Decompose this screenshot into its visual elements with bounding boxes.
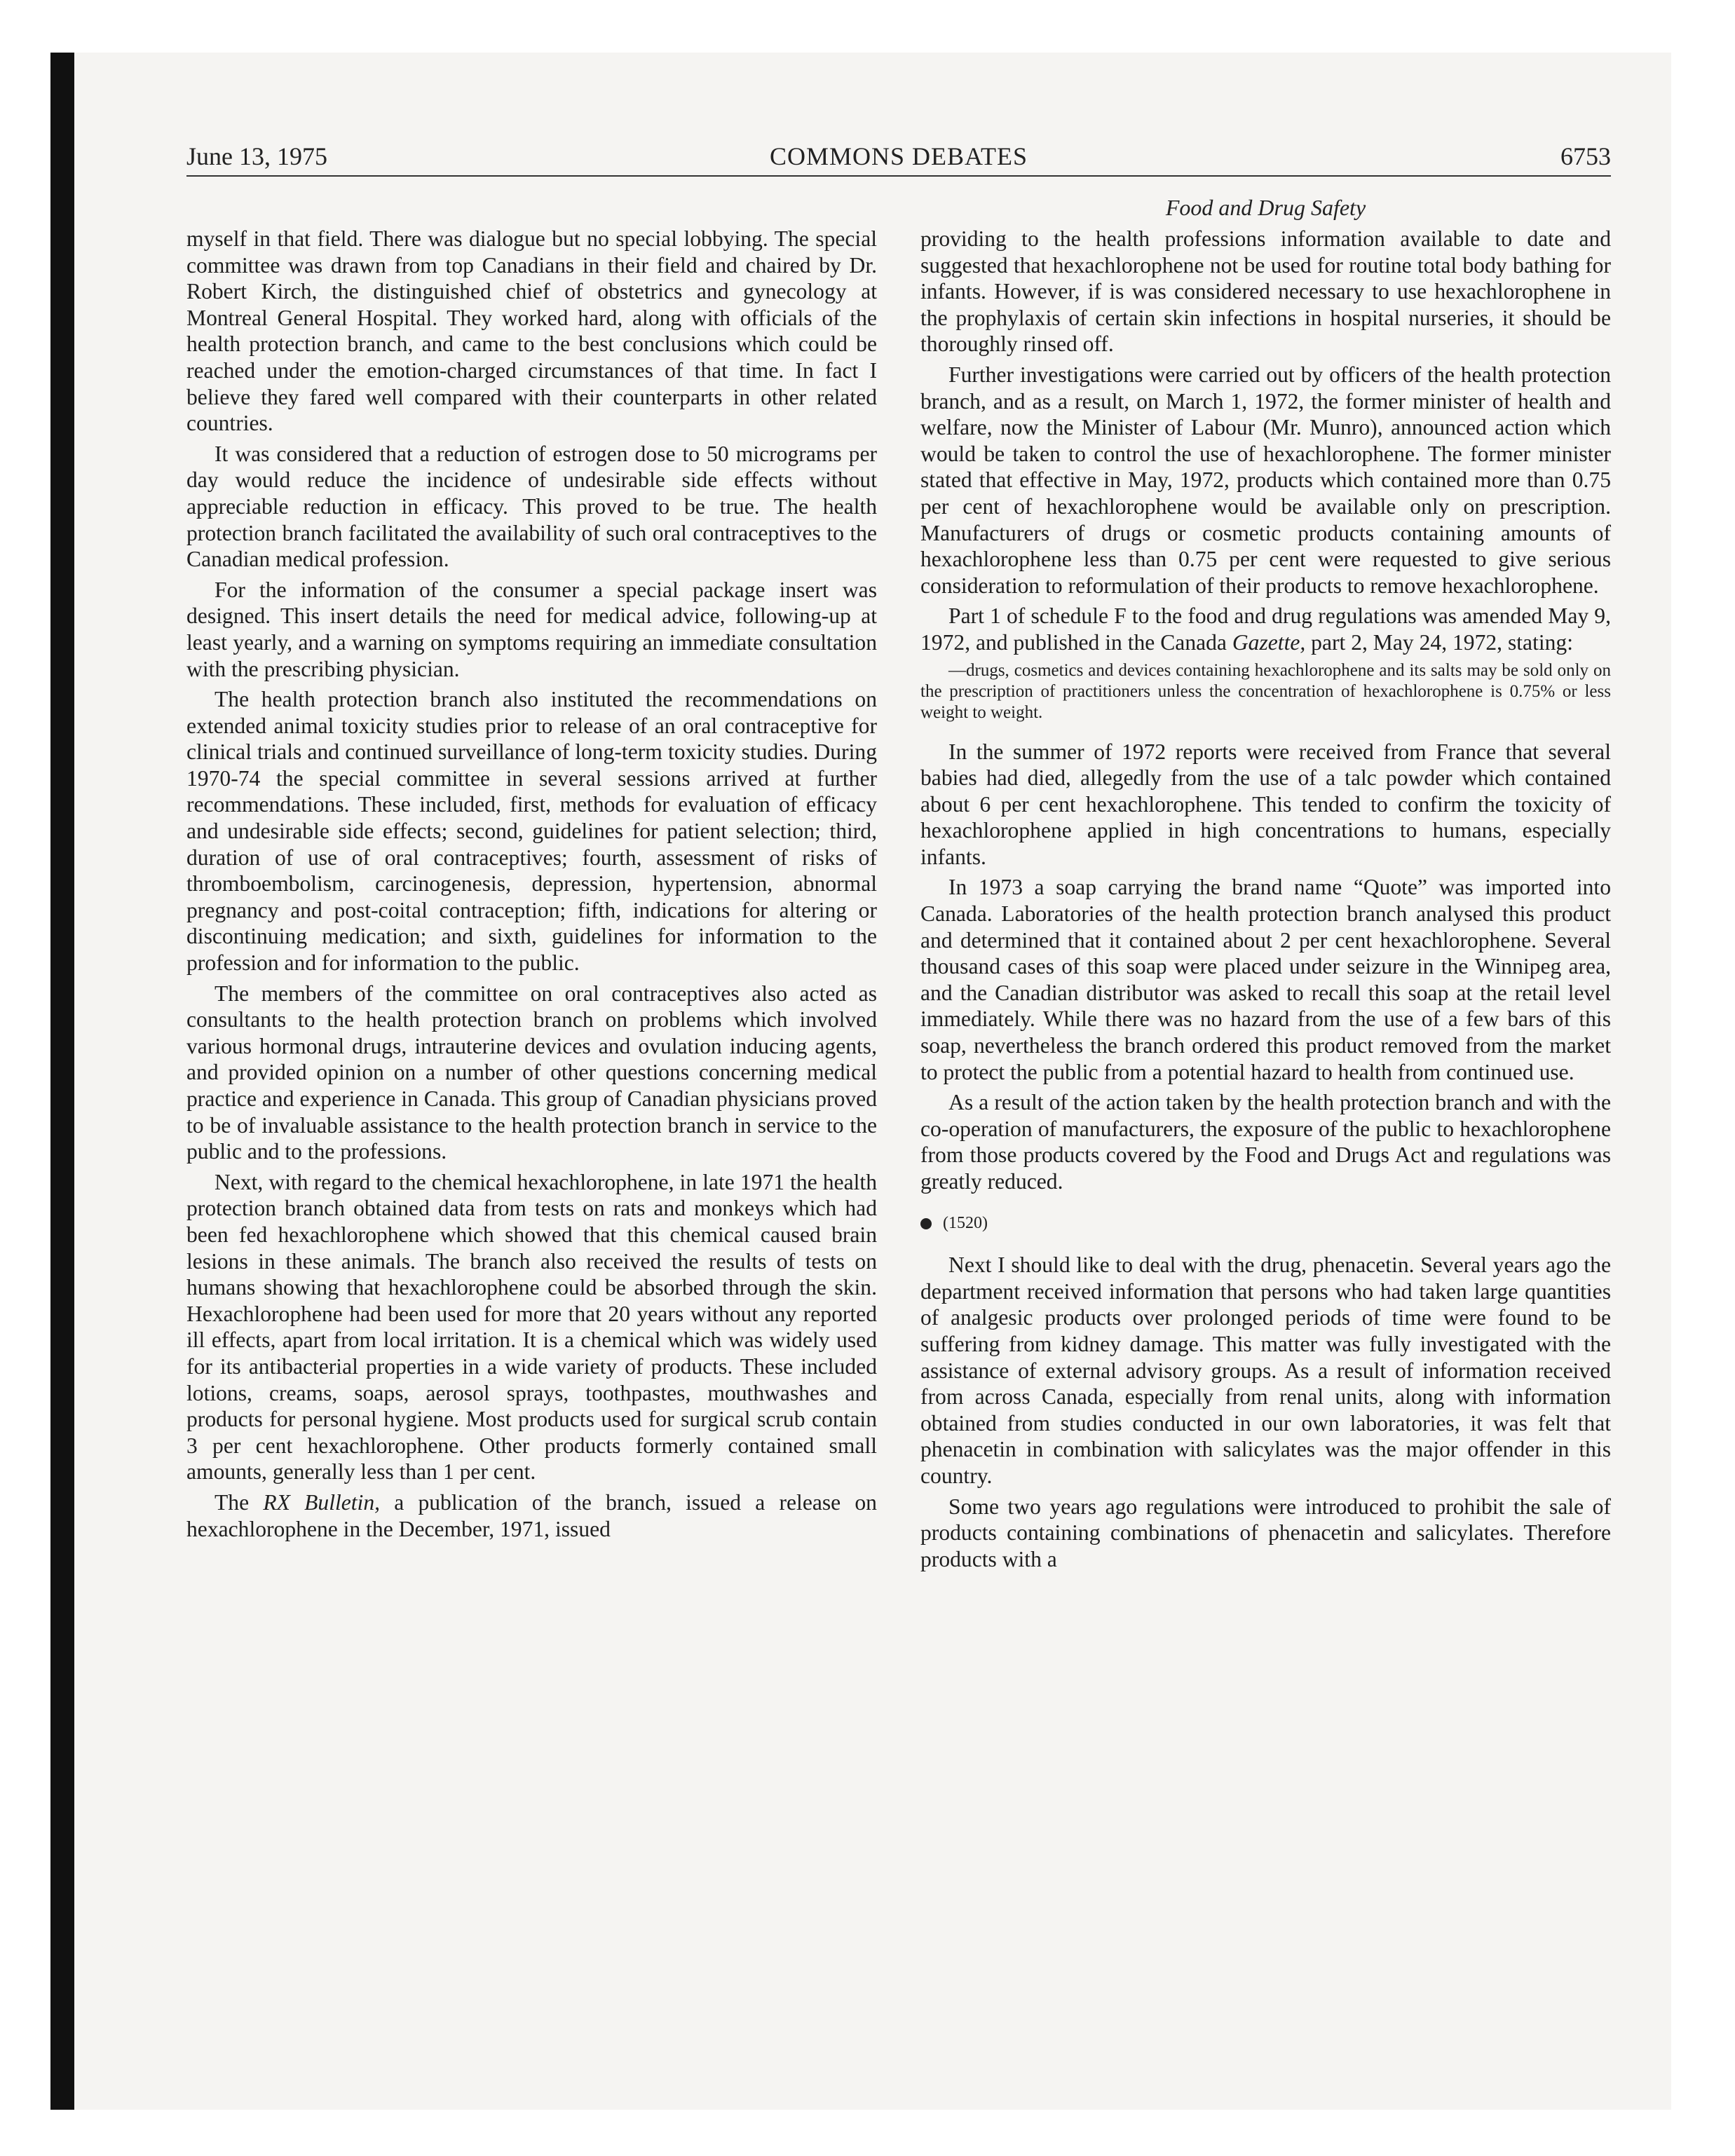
left-paragraph-7 [186, 1489, 877, 1542]
right-column [920, 226, 1611, 1576]
left-paragraph-2: It was considered that a reduction of estrogen dose to 50 micrograms per day would reduce the incidence of undesirable side effects without appreciable reduction in efficacy. This proved to be true. The health protection branch facilitated the availability of such oral contraceptives to the Canadian medical profession. [186, 441, 877, 572]
right-paragraph-3 [920, 603, 1611, 655]
p7-text-pre: The [215, 1489, 264, 1515]
bullet-icon [920, 1218, 932, 1229]
page-header [186, 137, 1611, 177]
right-paragraph-4: In the summer of 1972 reports were received from France that several babies had died, allegedly from the use of a talc powder which contained about 6 per cent hexachlorophene. This tended to confirm the toxicity of hexachlorophene applied in high concentrations to humans, especially infants. [920, 739, 1611, 869]
right-paragraph-6: As a result of the action taken by the health protection branch and with the co-operation of manufacturers, the exposure of the public to hexachlorophene from those products covered by the Food and Drugs Act and regulations was greatly reduced. [920, 1090, 1611, 1194]
header-page-number: 6753 [1560, 142, 1611, 170]
gazette-title: Gazette, [1232, 629, 1306, 655]
left-paragraph-1: myself in that field. There was dialogue but no special lobbying. The special committee was drawn from top Canadians in their field and chaired by Dr. Robert Kirch, the distinguished chief of obstetrics and gynecology at Montreal General Hospital. They worked hard, along with officials of the health protection branch, and came to the best conclusions which could be reached under the emotion-charged circumstances of that time. In fact I believe they fared well compared with their counterparts in other related countries. [186, 226, 877, 436]
p7-text-post: a publication of the branch, issued a release on hexachlorophene in the December, 1971, issued [186, 1489, 877, 1541]
time-marker-text: (1520) [943, 1213, 988, 1232]
right-paragraph-1: providing to the health professions information available to date and suggested that hexachlorophene not be used for routine total body bathing for infants. However, if is was considered necessary to use hexachlorophene in the prophylaxis of certain skin infections in hospital nurseries, it should be thoroughly rinsed off. [920, 226, 1611, 357]
section-heading: Food and Drug Safety [1165, 195, 1366, 220]
scan-edge-bar [50, 53, 74, 2110]
right-paragraph-2: Further investigations were carried out by officers of the health protection branch, and as a result, on March 1, 1972, the former minister of health and welfare, now the Minister of Labour (Mr. Munro), announced action which would be taken to control the use of hexachlorophene. The former minister stated that effective in May, 1972, products which contained more than 0.75 per cent of hexachlorophene would be available only on prescription. Manufacturers of drugs or cosmetic products containing amounts of hexachlorophene less than 0.75 per cent were requested to give serious consideration to reformulation of their products to remove hexachlorophene. [920, 362, 1611, 598]
left-column [186, 226, 877, 1546]
left-paragraph-4: The health protection branch also instituted the recommendations on extended animal toxicity studies prior to release of an oral contraceptive for clinical trials and continued surveillance of long-term toxicity studies. During 1970-74 the special committee in several sessions arrived at further recommendations. These included, first, methods for evaluation of efficacy and undesirable side effects; second, guidelines for patient selection; third, duration of use of oral contraceptives; fourth, assessment of risks of thromboembolism, carcinogenesis, depression, hypertension, abnormal pregnancy and post-coital contraception; fifth, indications for altering or discontinuing medication; and sixth, guidelines for information to the profession and for information to the public. [186, 687, 877, 976]
left-paragraph-6: Next, with regard to the chemical hexachlorophene, in late 1971 the health protection branch obtained data from tests on rats and monkeys which had been fed hexachlorophene which showed that this chemical caused brain lesions in these animals. The branch also received the results of tests on humans showing that hexachlorophene could be absorbed through the skin. Hexachlorophene had been used for more that 20 years without any reported ill effects, apart from local irritation. It is a chemical which was widely used for its antibacterial properties in a wide variety of products. These included lotions, creams, soaps, aerosol sprays, toothpastes, mouthwashes and products for personal hygiene. Most products used for surgical scrub contain 3 per cent hexachlorophene. Other products formerly contained small amounts, generally less than 1 per cent. [186, 1169, 877, 1485]
right-paragraph-5: In 1973 a soap carrying the brand name “Quote” was imported into Canada. Laboratories of the health protection branch analysed this product and determined that it contained about 2 per cent hexachlorophene. Several thousand cases of this soap were placed under seizure in the Winnipeg area, and the Canadian distributor was asked to recall this soap at the retail level immediately. While there was no hazard from the use of a few bars of this soap, nevertheless the branch ordered this product removed from the market to protect the public from a potential hazard to health from continued use. [920, 875, 1611, 1084]
left-paragraph-3: For the information of the consumer a special package insert was designed. This insert details the need for medical advice, following-up at least yearly, and a warning on symptoms requiring an immediate consultation with the prescribing physician. [186, 577, 877, 681]
header-title: COMMONS DEBATES [769, 142, 1028, 170]
left-paragraph-5: The members of the committee on oral contraceptives also acted as consultants to the health protection branch on problems which involved various hormonal drugs, intrauterine devices and ovulation inducing agents, and provided opinion on a number of other questions concerning medical practice and experience in Canada. This group of Canadian physicians proved to be of invaluable assistance to the health protection branch in service to the public and to the professions. [186, 981, 877, 1164]
regulation-quote: —drugs, cosmetics and devices containing hexachlorophene and its salts may be sold only on the prescription of practitioners unless the concentration of hexachlorophene is 0.75% or less weight to weight. [920, 660, 1611, 722]
p3-text-post: part 2, May 24, 1972, stating: [1305, 629, 1573, 655]
header-date: June 13, 1975 [186, 142, 327, 170]
right-paragraph-7: Next I should like to deal with the drug, phenacetin. Several years ago the department received information that persons who had taken large quantities of analgesic products over prolonged periods of time were found to be suffering from kidney damage. This matter was fully investigated with the assistance of external advisory groups. As a result of information received from across Canada, especially from renal units, along with information obtained from studies conducted in our own laboratories, it was felt that phenacetin in combination with salicylates was the major offender in this country. [920, 1253, 1611, 1488]
p3-text-pre: Part 1 of schedule F to the food and drug regulations was amended May 9, 1972, and published in the Canada [920, 603, 1611, 655]
rx-bulletin-title: RX Bulletin, [263, 1489, 381, 1515]
right-paragraph-8: Some two years ago regulations were introduced to prohibit the sale of products containing combinations of phenacetin and salicylates. Therefore products with a [920, 1494, 1611, 1571]
time-marker [920, 1210, 1611, 1237]
